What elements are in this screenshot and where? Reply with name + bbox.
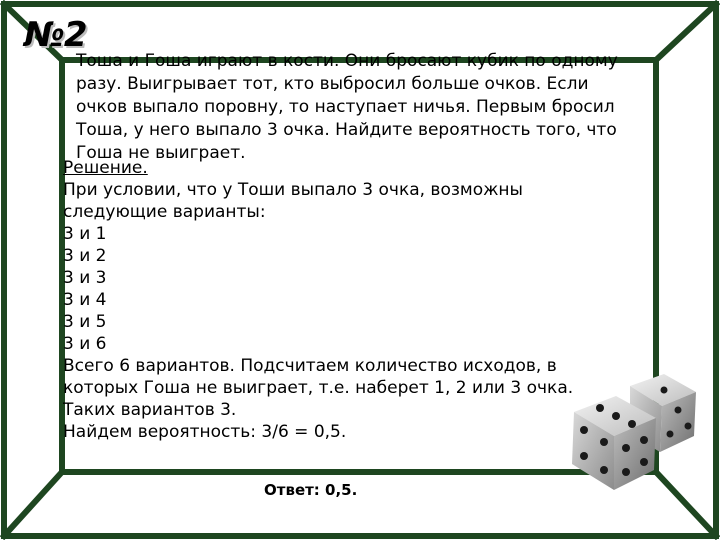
problem-line: Тоша и Гоша играют в кости. Они бросают кубик по одному [76,51,618,71]
solution-heading: Решение. [63,158,148,178]
problem-line: очков выпало поровну, то наступает ничья. Первым бросил [76,97,615,117]
solution-line: Таких вариантов 3. [63,400,237,420]
problem-statement [76,50,656,165]
outcome-line: 3 и 6 [63,334,107,354]
outcome-line: 3 и 3 [63,268,107,288]
outcome-line: 3 и 2 [63,246,107,266]
solution-line: следующие варианты: [63,202,266,222]
outcome-line: 3 и 5 [63,312,107,332]
solution-line: При условии, что у Тоши выпало 3 очка, возможны [63,180,523,200]
outcome-line: 3 и 1 [63,224,107,244]
solution-line: которых Гоша не выиграет, т.е. наберет 1, 2 или 3 очка. [63,378,574,398]
dice-icon [560,372,700,500]
probability-line: Найдем вероятность: 3/6 = 0,5. [63,422,347,442]
problem-line: Гоша не выиграет. [76,143,246,163]
problem-line: разу. Выигрывает тот, кто выбросил больше очков. Если [76,74,589,94]
solution-line: Всего 6 вариантов. Подсчитаем количество исходов, в [63,356,557,376]
answer-text: Ответ: 0,5. [264,481,358,499]
problem-line: Тоша, у него выпало 3 очка. Найдите вероятность того, что [76,120,617,140]
outcome-line: 3 и 4 [63,290,107,310]
problem-number: №2 [24,15,87,55]
solution-block [63,157,623,443]
